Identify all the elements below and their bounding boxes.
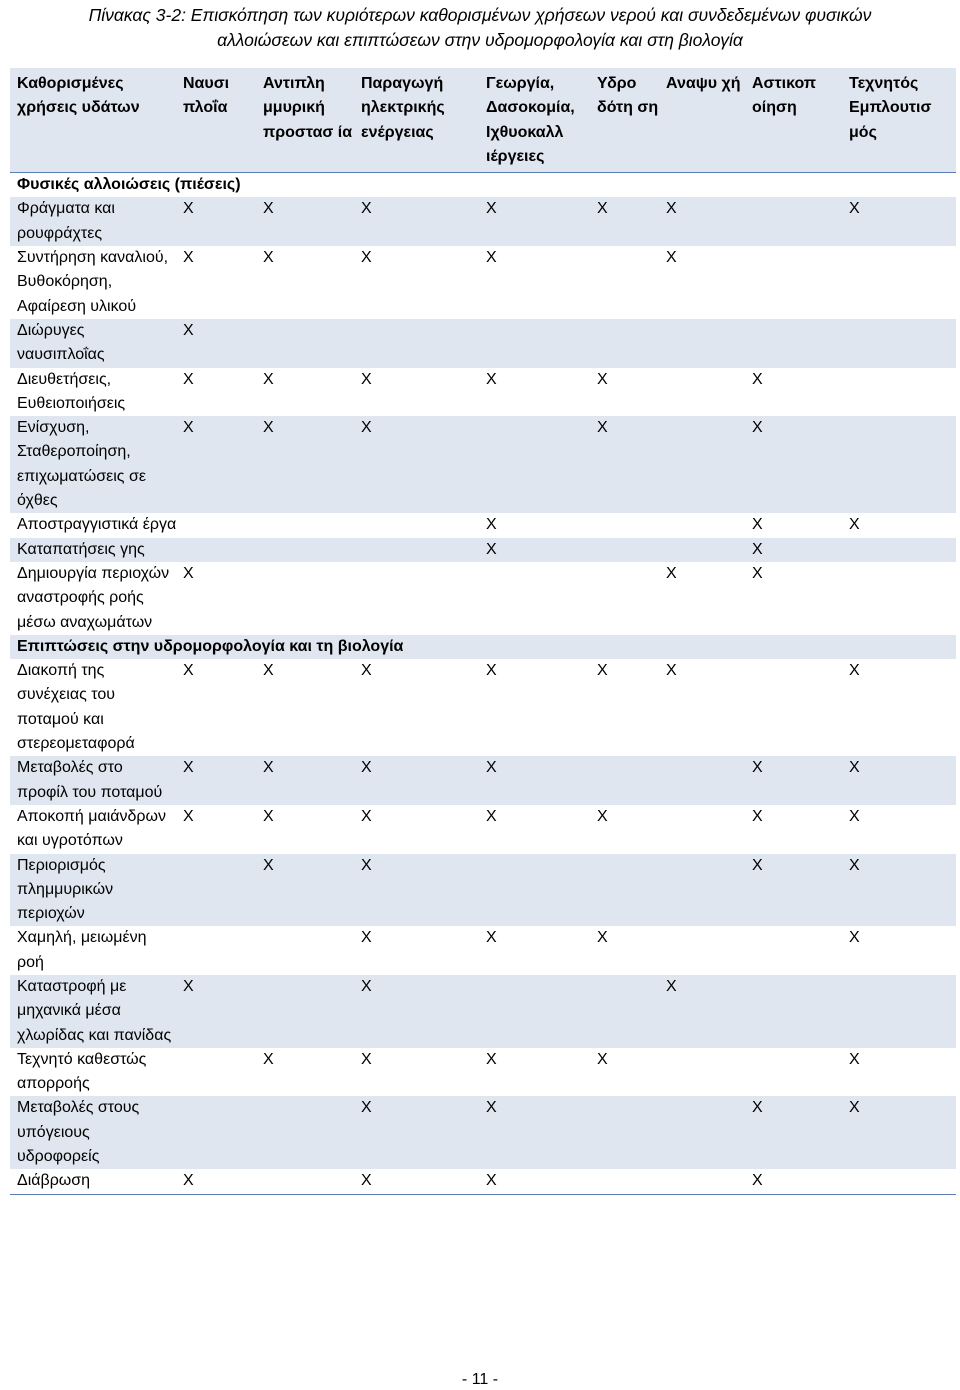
mark-cell: X: [354, 1096, 479, 1169]
mark-cell: [842, 538, 956, 562]
mark-cell: [590, 538, 659, 562]
mark-cell: X: [745, 368, 842, 417]
mark-cell: [590, 1169, 659, 1194]
mark-cell: X: [176, 368, 256, 417]
row-label: Φράγματα και ρουφράχτες: [10, 197, 176, 246]
mark-cell: [590, 1096, 659, 1169]
mark-cell: [354, 538, 479, 562]
mark-cell: X: [176, 805, 256, 854]
mark-cell: X: [842, 926, 956, 975]
mark-cell: X: [354, 1048, 479, 1097]
mark-cell: X: [745, 756, 842, 805]
mark-cell: [479, 416, 590, 513]
table-header-row: [10, 68, 956, 173]
mark-cell: [745, 926, 842, 975]
row-label: Συντήρηση καναλιού, Βυθοκόρηση, Αφαίρεση υλικού: [10, 246, 176, 319]
row-label: Τεχνητό καθεστώς απορροής: [10, 1048, 176, 1097]
section-title: Επιπτώσεις στην υδρομορφολογία και τη βιολογία: [10, 635, 956, 659]
mark-cell: X: [354, 416, 479, 513]
mark-cell: X: [354, 926, 479, 975]
mark-cell: X: [479, 756, 590, 805]
table-row: [10, 805, 956, 854]
mark-cell: X: [176, 197, 256, 246]
table-row: [10, 513, 956, 537]
caption-line-1: Πίνακας 3-2: Επισκόπηση των κυριότερων καθορισμένων χρήσεων νερού και συνδεδεμένων φυσικών: [88, 5, 872, 25]
mark-cell: [745, 197, 842, 246]
mark-cell: [479, 975, 590, 1048]
mark-cell: [176, 926, 256, 975]
table-row: [10, 1169, 956, 1194]
table-row: [10, 975, 956, 1048]
mark-cell: X: [745, 1096, 842, 1169]
mark-cell: [256, 975, 354, 1048]
mark-cell: X: [590, 926, 659, 975]
table-row: [10, 926, 956, 975]
mark-cell: X: [256, 756, 354, 805]
mark-cell: X: [256, 246, 354, 319]
mark-cell: [745, 975, 842, 1048]
mark-cell: [745, 659, 842, 756]
mark-cell: X: [479, 926, 590, 975]
header-column-8: Τεχνητός Εμπλουτισ μός: [842, 68, 956, 173]
mark-cell: [176, 854, 256, 927]
row-label: Μεταβολές στο προφίλ του ποταμού: [10, 756, 176, 805]
table-caption: [0, 0, 960, 53]
mark-cell: X: [256, 854, 354, 927]
row-label: Διευθετήσεις, Ευθειοποιήσεις: [10, 368, 176, 417]
mark-cell: X: [842, 854, 956, 927]
table-row: [10, 1096, 956, 1169]
table-row: [10, 416, 956, 513]
mark-cell: X: [659, 197, 745, 246]
row-label: Χαμηλή, μειωμένη ροή: [10, 926, 176, 975]
table-row: [10, 197, 956, 246]
mark-cell: X: [176, 975, 256, 1048]
mark-cell: X: [354, 805, 479, 854]
header-column-7: Αστικοπ οίηση: [745, 68, 842, 173]
mark-cell: [590, 246, 659, 319]
mark-cell: X: [590, 659, 659, 756]
row-label: Αποκοπή μαιάνδρων και υγροτόπων: [10, 805, 176, 854]
row-label: Καταπατήσεις γης: [10, 538, 176, 562]
mark-cell: [256, 562, 354, 635]
mark-cell: [590, 513, 659, 537]
table-row: [10, 1048, 956, 1097]
mark-cell: [256, 513, 354, 537]
mark-cell: [659, 854, 745, 927]
mark-cell: [479, 319, 590, 368]
mark-cell: [256, 319, 354, 368]
row-label: Διάβρωση: [10, 1169, 176, 1194]
mark-cell: X: [354, 1169, 479, 1194]
mark-cell: [176, 513, 256, 537]
mark-cell: [842, 246, 956, 319]
mark-cell: [659, 1169, 745, 1194]
mark-cell: X: [479, 538, 590, 562]
mark-cell: X: [176, 756, 256, 805]
mark-cell: X: [745, 805, 842, 854]
mark-cell: [659, 1048, 745, 1097]
mark-cell: X: [354, 368, 479, 417]
mark-cell: X: [354, 197, 479, 246]
mark-cell: [659, 416, 745, 513]
mark-cell: X: [590, 368, 659, 417]
header-column-4: Γεωργία, Δασοκομία, Ιχθυοκαλλ ιέργειες: [479, 68, 590, 173]
mark-cell: X: [354, 659, 479, 756]
row-label: Ενίσχυση, Σταθεροποίηση, επιχωματώσεις σε όχθες: [10, 416, 176, 513]
mark-cell: X: [256, 805, 354, 854]
mark-cell: [659, 805, 745, 854]
mark-cell: X: [745, 416, 842, 513]
mark-cell: X: [842, 659, 956, 756]
mark-cell: X: [842, 197, 956, 246]
mark-cell: [842, 1169, 956, 1194]
mark-cell: X: [176, 416, 256, 513]
mark-cell: X: [176, 246, 256, 319]
mark-cell: X: [176, 319, 256, 368]
section-row: [10, 173, 956, 198]
mark-cell: X: [256, 1048, 354, 1097]
table-body: [10, 173, 956, 1194]
mark-cell: X: [745, 513, 842, 537]
mark-cell: X: [176, 1169, 256, 1194]
mark-cell: [842, 319, 956, 368]
mark-cell: [590, 562, 659, 635]
mark-cell: X: [590, 805, 659, 854]
table-row: [10, 659, 956, 756]
mark-cell: [354, 562, 479, 635]
mark-cell: [256, 1169, 354, 1194]
mark-cell: X: [479, 659, 590, 756]
mark-cell: X: [479, 513, 590, 537]
mark-cell: [842, 975, 956, 1048]
row-label: Αποστραγγιστικά έργα: [10, 513, 176, 537]
mark-cell: X: [176, 659, 256, 756]
mark-cell: X: [479, 197, 590, 246]
caption-line-2: αλλοιώσεων και επιπτώσεων στην υδρομορφολογία και στη βιολογία: [217, 30, 743, 50]
mark-cell: X: [842, 1096, 956, 1169]
mark-cell: [590, 756, 659, 805]
mark-cell: [256, 926, 354, 975]
mark-cell: X: [590, 416, 659, 513]
mark-cell: [659, 513, 745, 537]
mark-cell: X: [842, 1048, 956, 1097]
mark-cell: X: [745, 538, 842, 562]
header-column-2: Αντιπλη μμυρική προστασ ία: [256, 68, 354, 173]
row-label: Δημιουργία περιοχών αναστροφής ροής μέσω αναχωμάτων: [10, 562, 176, 635]
mark-cell: [659, 538, 745, 562]
mark-cell: X: [659, 246, 745, 319]
mark-cell: [256, 538, 354, 562]
row-label: Καταστροφή με μηχανικά μέσα χλωρίδας και πανίδας: [10, 975, 176, 1048]
mark-cell: [354, 513, 479, 537]
table-row: [10, 756, 956, 805]
mark-cell: X: [176, 562, 256, 635]
mark-cell: [590, 975, 659, 1048]
mark-cell: X: [479, 246, 590, 319]
table-row: [10, 246, 956, 319]
mark-cell: X: [659, 562, 745, 635]
mark-cell: X: [745, 854, 842, 927]
mark-cell: [176, 1048, 256, 1097]
mark-cell: X: [256, 416, 354, 513]
mark-cell: [745, 1048, 842, 1097]
mark-cell: [745, 246, 842, 319]
mark-cell: X: [354, 854, 479, 927]
mark-cell: X: [354, 975, 479, 1048]
mark-cell: X: [842, 805, 956, 854]
header-column-5: Υδρο δότη ση: [590, 68, 659, 173]
table-row: [10, 562, 956, 635]
mark-cell: X: [256, 197, 354, 246]
mark-cell: [479, 854, 590, 927]
row-label: Διώρυγες ναυσιπλοΐας: [10, 319, 176, 368]
row-label: Διακοπή της συνέχειας του ποταμού και στερεομεταφορά: [10, 659, 176, 756]
mark-cell: X: [354, 756, 479, 805]
mark-cell: [659, 1096, 745, 1169]
mark-cell: [842, 368, 956, 417]
table-row: [10, 319, 956, 368]
mark-cell: [659, 926, 745, 975]
table-row: [10, 538, 956, 562]
mark-cell: [659, 756, 745, 805]
mark-cell: [176, 538, 256, 562]
mark-cell: X: [745, 562, 842, 635]
mark-cell: X: [842, 513, 956, 537]
mark-cell: [659, 368, 745, 417]
mark-cell: X: [479, 805, 590, 854]
mark-cell: [659, 319, 745, 368]
page-number: - 11 -: [461, 1371, 499, 1388]
mark-cell: X: [479, 1048, 590, 1097]
table-row: [10, 854, 956, 927]
row-label: Μεταβολές στους υπόγειους υδροφορείς: [10, 1096, 176, 1169]
mark-cell: X: [479, 368, 590, 417]
header-column-6: Αναψυ χή: [659, 68, 745, 173]
mark-cell: X: [354, 246, 479, 319]
table-row: [10, 368, 956, 417]
mark-cell: X: [590, 197, 659, 246]
mark-cell: X: [745, 1169, 842, 1194]
mark-cell: [256, 1096, 354, 1169]
mark-cell: [354, 319, 479, 368]
mark-cell: [479, 562, 590, 635]
mark-cell: X: [842, 756, 956, 805]
mark-cell: X: [659, 975, 745, 1048]
row-label: Περιορισμός πλημμυρικών περιοχών: [10, 854, 176, 927]
mark-cell: [842, 562, 956, 635]
mark-cell: [176, 1096, 256, 1169]
header-water-uses: Καθορισμένες χρήσεις υδάτων: [10, 68, 176, 173]
mark-cell: [590, 854, 659, 927]
mark-cell: [842, 416, 956, 513]
mark-cell: X: [590, 1048, 659, 1097]
header-column-1: Ναυσι πλοΐα: [176, 68, 256, 173]
mark-cell: X: [479, 1169, 590, 1194]
mark-cell: [590, 319, 659, 368]
mark-cell: X: [256, 368, 354, 417]
mark-cell: X: [659, 659, 745, 756]
section-title: Φυσικές αλλοιώσεις (πιέσεις): [10, 173, 956, 198]
header-column-3: Παραγωγή ηλεκτρικής ενέργειας: [354, 68, 479, 173]
mark-cell: X: [479, 1096, 590, 1169]
mark-cell: [745, 319, 842, 368]
water-uses-table: [10, 68, 956, 1195]
section-row: [10, 635, 956, 659]
mark-cell: X: [256, 659, 354, 756]
